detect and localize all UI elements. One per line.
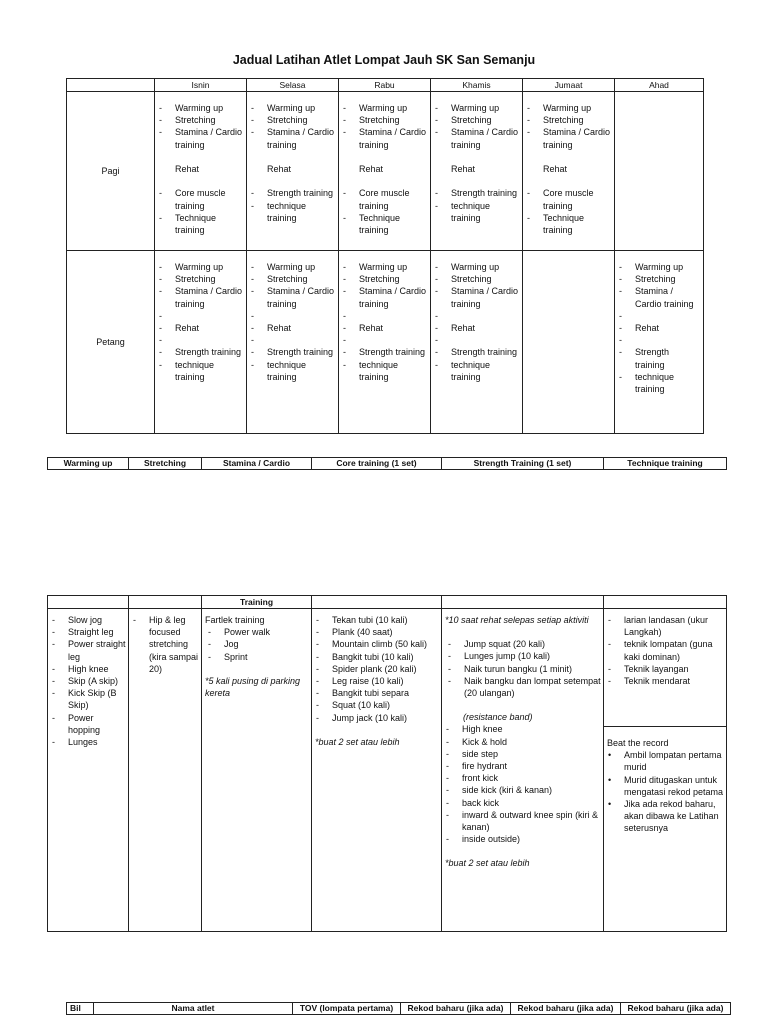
schedule-item: - Stretching	[434, 273, 520, 285]
list-item: - Power walk	[207, 626, 309, 638]
list-item: - Lunges jump (10 kali)	[447, 650, 601, 662]
record-header: Rekod baharu (jika ada)	[621, 1003, 731, 1015]
schedule-cell	[247, 92, 339, 251]
weekly-schedule-table	[66, 78, 704, 434]
legend-item: Strength Training (1 set)	[442, 458, 604, 470]
session-label: Pagi	[67, 92, 155, 251]
schedule-item: - Stretching	[158, 114, 244, 126]
list-item: - Straight leg	[51, 626, 126, 638]
day-header: Ahad	[615, 79, 704, 92]
list-item: - Jump squat (20 kali)	[447, 638, 601, 650]
schedule-item: - technique training	[158, 359, 244, 383]
beat-record-list	[607, 749, 724, 834]
list-item: - High knee	[51, 663, 126, 675]
list-item: • Murid ditugaskan untuk mengatasi rekod petama	[607, 774, 724, 798]
schedule-cell	[523, 251, 615, 434]
schedule-item: - Core muscle training	[342, 187, 428, 211]
schedule-cell	[247, 251, 339, 434]
schedule-item	[342, 334, 428, 346]
schedule-item: - Stamina / Cardio training	[250, 126, 336, 150]
schedule-item: - Warming up	[158, 261, 244, 273]
schedule-cell	[339, 92, 431, 251]
list-item: • Jika ada rekod baharu, akan dibawa ke Latihan seterusnya	[607, 798, 724, 835]
schedule-item: Rehat	[451, 164, 476, 174]
schedule-item: - Technique training	[526, 212, 612, 236]
schedule-item: - Stretching	[526, 114, 612, 126]
schedule-item: - Warming up	[158, 102, 244, 114]
strength-cell	[442, 609, 604, 932]
schedule-item: - Warming up	[342, 102, 428, 114]
schedule-corner-cell	[67, 79, 155, 92]
list-item: - back kick	[445, 797, 601, 809]
list-item: - Spider plank (20 kali)	[315, 663, 439, 675]
schedule-item: - Rehat	[434, 322, 520, 334]
schedule-cell	[615, 251, 704, 434]
legend-item: Warming up	[48, 458, 129, 470]
day-header: Khamis	[431, 79, 523, 92]
schedule-item: - Stamina / Cardio training	[158, 126, 244, 150]
schedule-item: - Core muscle training	[526, 187, 612, 211]
spacer	[158, 175, 244, 187]
list-item: - Power straight leg	[51, 638, 126, 662]
schedule-cell	[431, 92, 523, 251]
resistance-band-list	[445, 723, 601, 845]
schedule-item: - Warming up	[342, 261, 428, 273]
record-header-row	[67, 1003, 731, 1015]
technique-list	[607, 614, 724, 687]
stretching-cell	[129, 609, 202, 932]
schedule-item: - technique training	[434, 200, 520, 224]
strength-note: *buat 2 set atau lebih	[445, 858, 530, 869]
list-item: - Naik bangku dan lompat setempat (20 ulangan)	[447, 675, 601, 699]
list-item: - larian landasan (ukur Langkah)	[607, 614, 724, 638]
spacer	[158, 151, 244, 163]
schedule-item: - technique training	[250, 200, 336, 224]
schedule-item: - Stamina / Cardio training	[434, 126, 520, 150]
spacer	[434, 175, 520, 187]
schedule-item	[342, 310, 428, 322]
schedule-item: - Strength training	[250, 187, 336, 199]
schedule-cell	[155, 251, 247, 434]
day-header: Isnin	[155, 79, 247, 92]
legend-item: Technique training	[604, 458, 727, 470]
page-title: Jadual Latihan Atlet Lompat Jauh SK San Semanju	[232, 53, 536, 67]
schedule-item	[158, 334, 244, 346]
list-item: - Squat (10 kali)	[315, 699, 439, 711]
list-item: - High knee	[445, 723, 601, 735]
schedule-item: - Strength training	[434, 346, 520, 358]
schedule-item: - Stamina / Cardio training	[250, 285, 336, 309]
day-header: Selasa	[247, 79, 339, 92]
schedule-cell	[155, 92, 247, 251]
schedule-item: - Warming up	[250, 261, 336, 273]
fartlek-list	[205, 626, 309, 663]
legend-item: Stamina / Cardio	[202, 458, 312, 470]
schedule-cell	[615, 92, 704, 251]
schedule-item: - Stamina / Cardio training	[342, 126, 428, 150]
schedule-item: - Rehat	[250, 322, 336, 334]
schedule-item: - Technique training	[158, 212, 244, 236]
record-header: Rekod baharu (jika ada)	[401, 1003, 511, 1015]
schedule-item: - Strength training	[618, 346, 701, 370]
session-label: Petang	[67, 251, 155, 434]
spacer	[526, 175, 612, 187]
core-note: *buat 2 set atau lebih	[315, 736, 400, 747]
schedule-item: - Core muscle training	[158, 187, 244, 211]
core-list	[315, 614, 439, 724]
record-header: TOV (lompata pertama)	[293, 1003, 401, 1015]
stamina-cell	[202, 609, 312, 932]
schedule-item: - Stretching	[342, 273, 428, 285]
list-item: - Tekan tubi (10 kali)	[315, 614, 439, 626]
spacer	[526, 151, 612, 163]
schedule-item: - Rehat	[342, 322, 428, 334]
schedule-item: - Stamina / Cardio training	[618, 285, 701, 309]
schedule-item: - Stamina / Cardio training	[434, 285, 520, 309]
schedule-item: - Stretching	[434, 114, 520, 126]
session-row-petang	[67, 251, 704, 434]
strength-rest-note: *10 saat rehat selepas setiap aktiviti	[445, 615, 589, 625]
schedule-item: - Stretching	[342, 114, 428, 126]
list-item: - side step	[445, 748, 601, 760]
schedule-item: - technique training	[342, 359, 428, 383]
schedule-item: - Stretching	[250, 114, 336, 126]
spacer	[434, 151, 520, 163]
schedule-item	[434, 310, 520, 322]
schedule-item: - Strength training	[434, 187, 520, 199]
schedule-cell	[339, 251, 431, 434]
schedule-item: - technique training	[434, 359, 520, 383]
technique-cell	[604, 609, 727, 932]
stretching-list	[132, 614, 199, 675]
list-item: • Ambil lompatan pertama murid	[607, 749, 724, 773]
list-item: - Bangkit tubi separa	[315, 687, 439, 699]
schedule-item: Rehat	[267, 164, 292, 174]
schedule-cell	[431, 251, 523, 434]
resistance-band-label: (resistance band)	[463, 712, 533, 723]
schedule-item: - technique training	[618, 371, 701, 395]
schedule-item	[158, 310, 244, 322]
training-details-table	[47, 595, 727, 932]
core-cell	[312, 609, 442, 932]
record-header: Rekod baharu (jika ada)	[511, 1003, 621, 1015]
list-item: - teknik lompatan (guna kaki dominan)	[607, 638, 724, 662]
list-item: - Teknik layangan	[607, 663, 724, 675]
schedule-header-row	[67, 79, 704, 92]
list-item: - Power hopping	[51, 712, 126, 736]
schedule-item: - Warming up	[618, 261, 701, 273]
day-header: Rabu	[339, 79, 431, 92]
schedule-item: Rehat	[175, 164, 200, 174]
spacer	[250, 175, 336, 187]
warming-up-list	[51, 614, 126, 748]
spacer	[342, 151, 428, 163]
list-item: - Lunges	[51, 736, 126, 748]
stamina-note: *5 kali pusing di parking kereta	[205, 675, 301, 699]
list-item: - Mountain climb (50 kali)	[315, 638, 439, 650]
schedule-item: - Warming up	[250, 102, 336, 114]
schedule-item: - Warming up	[434, 102, 520, 114]
day-header: Jumaat	[523, 79, 615, 92]
list-item: - Skip (A skip)	[51, 675, 126, 687]
schedule-item: - Stamina / Cardio training	[526, 126, 612, 150]
list-item: - side kick (kiri & kanan)	[445, 784, 601, 796]
legend-item: Core training (1 set)	[312, 458, 442, 470]
schedule-item: Rehat	[543, 164, 568, 174]
schedule-item: - Rehat	[618, 322, 701, 334]
training-header-row	[48, 596, 727, 609]
beat-record-title: Beat the record	[607, 738, 669, 748]
list-item: - Bangkit tubi (10 kali)	[315, 651, 439, 663]
record-table	[66, 1002, 731, 1015]
spacer	[250, 151, 336, 163]
list-item: - Kick & hold	[445, 736, 601, 748]
list-item: - Kick Skip (B Skip)	[51, 687, 126, 711]
schedule-item: - Warming up	[526, 102, 612, 114]
list-item: - inward & outward knee spin (kiri & kanan)	[445, 809, 601, 833]
schedule-item	[250, 310, 336, 322]
legend-row	[48, 458, 727, 470]
list-item: - front kick	[445, 772, 601, 784]
schedule-item: - Stretching	[250, 273, 336, 285]
list-item: - Jump jack (10 kali)	[315, 712, 439, 724]
record-header: Bil	[67, 1003, 94, 1015]
training-body-row	[48, 609, 727, 932]
spacer	[342, 175, 428, 187]
list-item: - Teknik mendarat	[607, 675, 724, 687]
schedule-item	[618, 334, 701, 346]
strength-list	[445, 638, 601, 699]
list-item: - Jog	[207, 638, 309, 650]
schedule-item	[618, 310, 701, 322]
legend-table	[47, 457, 727, 470]
schedule-item: - Rehat	[158, 322, 244, 334]
session-row-pagi	[67, 92, 704, 251]
schedule-item: - Technique training	[342, 212, 428, 236]
list-item: - Sprint	[207, 651, 309, 663]
schedule-item: - technique training	[250, 359, 336, 383]
legend-item: Stretching	[129, 458, 202, 470]
schedule-cell	[523, 92, 615, 251]
schedule-item: - Strength training	[158, 346, 244, 358]
warming-up-cell	[48, 609, 129, 932]
training-header: Training	[202, 596, 312, 609]
list-item: - Hip & leg focused stretching (kira sampai 20)	[132, 614, 199, 675]
schedule-item: - Stretching	[618, 273, 701, 285]
fartlek-heading: Fartlek training	[205, 615, 265, 625]
schedule-item: - Stretching	[158, 273, 244, 285]
schedule-item: - Stamina / Cardio training	[158, 285, 244, 309]
list-item: - inside outside)	[445, 833, 601, 845]
list-item: - Slow jog	[51, 614, 126, 626]
schedule-item: - Warming up	[434, 261, 520, 273]
schedule-item: - Stamina / Cardio training	[342, 285, 428, 309]
list-item: - Naik turun bangku (1 minit)	[447, 663, 601, 675]
schedule-item	[250, 334, 336, 346]
list-item: - Plank (40 saat)	[315, 626, 439, 638]
list-item: - Leg raise (10 kali)	[315, 675, 439, 687]
schedule-item: - Strength training	[250, 346, 336, 358]
record-header: Nama atlet	[94, 1003, 293, 1015]
schedule-item: - Strength training	[342, 346, 428, 358]
list-item: - fire hydrant	[445, 760, 601, 772]
schedule-item	[434, 334, 520, 346]
schedule-item: Rehat	[359, 164, 384, 174]
